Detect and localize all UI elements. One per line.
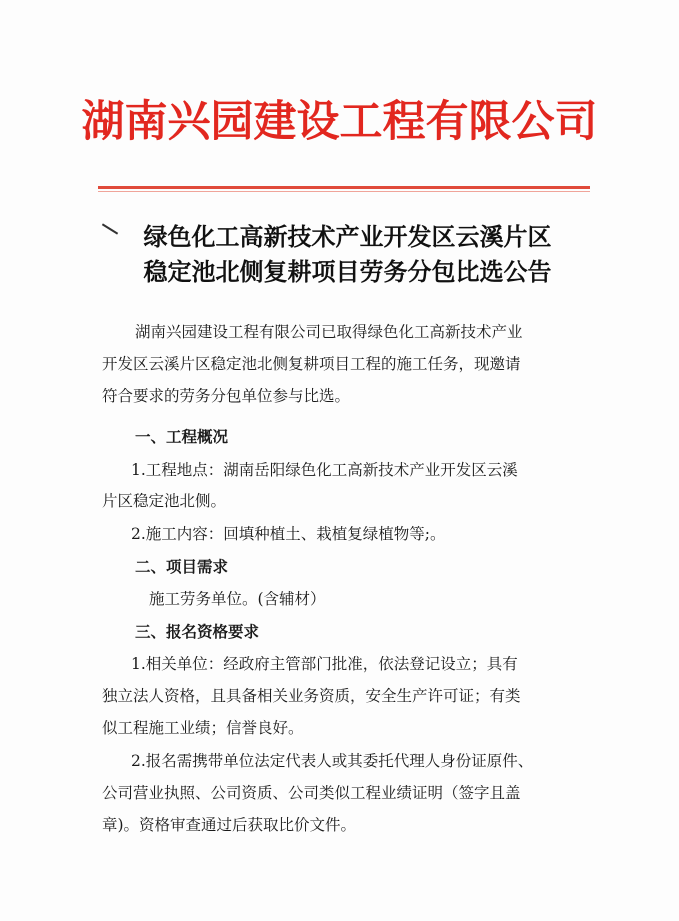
notice-title-line-2: 稳定池北侧复耕项目劳务分包比选公告: [143, 258, 552, 286]
notice-title-line-1: 绿色化工高新技术产业开发区云溪片区: [143, 223, 552, 251]
letterhead-red-rule: [98, 186, 590, 189]
letterhead-company-name: 湖南兴园建设工程有限公司: [81, 97, 598, 147]
item-1-1-line-2: 片区稳定池北侧。: [102, 492, 227, 510]
item-3-2-line-3: 章)。资格审查通过后获取比价文件。: [102, 816, 357, 834]
item-1-1-line-1: 1.工程地点：湖南岳阳绿色化工高新技术产业开发区云溪: [131, 461, 518, 479]
item-3-1-line-2: 独立法人资格，且具备相关业务资质，安全生产许可证；有类: [102, 687, 521, 705]
intro-line-3: 符合要求的劳务分包单位参与比选。: [102, 387, 351, 405]
letterhead-red-rule-thin: [98, 191, 590, 192]
item-3-1-line-1: 1.相关单位：经政府主管部门批准，依法登记设立；具有: [131, 655, 518, 673]
intro-line-1: 湖南兴园建设工程有限公司已取得绿色化工高新技术产业: [135, 323, 523, 341]
section-3-heading: 三、报名资格要求: [135, 623, 260, 641]
section-1-heading: 一、工程概况: [135, 428, 229, 446]
item-3-2-line-2: 公司营业执照、公司资质、公司类似工程业绩证明（签字且盖: [102, 784, 521, 802]
item-3-1-line-3: 似工程施工业绩；信誉良好。: [102, 719, 304, 737]
intro-line-2: 开发区云溪片区稳定池北侧复耕项目工程的施工任务，现邀请: [102, 355, 521, 373]
item-1-2: 2.施工内容：回填种植土、栽植复绿植物等;。: [131, 525, 446, 543]
section-2-heading: 二、项目需求: [135, 558, 229, 576]
item-3-2-line-1: 2.报名需携带单位法定代表人或其委托代理人身份证原件、: [131, 752, 534, 770]
item-2-1: 施工劳务单位。(含辅材）: [149, 590, 326, 608]
